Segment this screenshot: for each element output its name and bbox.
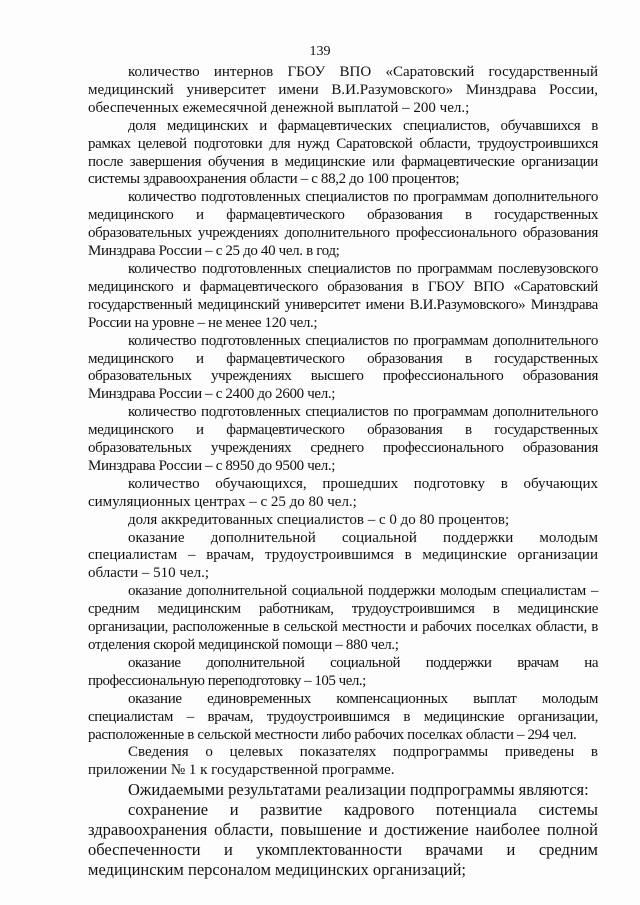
paragraph-target-training-share: доля медицинских и фармацевтических специалистов, обучавшихся в рамках целевой подготовки для нужд Саратовской области, трудоустроившихся после завершения обучения в медицинские или фармацевтические организации системы здравоохранения области – с 88,2 до 100 процентов; — [88, 117, 598, 188]
paragraph-indicators-reference: Сведения о целевых показателях подпрограммы приведены в приложении № 1 к государственной программе. — [88, 744, 598, 779]
page-number: 139 — [309, 44, 331, 59]
paragraph-additional-education-spo: количество подготовленных специалистов по программам дополнительного медицинского и фармацевтического образования в государственных образовательных учреждениях среднего профессионального образования Минздрава России – с 8950 до 9500 чел.; — [88, 404, 598, 474]
paragraph-additional-education-vpo: количество подготовленных специалистов по программам дополнительного медицинского и фармацевтического образования в государственных образовательных учреждениях высшего профессионального образования Минздрава России – с 2400 до 2600 чел.; — [88, 332, 598, 403]
paragraph-expected-results-item: сохранение и развитие кадрового потенциала системы здравоохранения области, повышение и достижение наиболее полной обеспеченности и укомплектованности врачами и средним медицинским персоналом медицинских организаций; — [88, 800, 598, 880]
paragraph-additional-education-dpo: количество подготовленных специалистов по программам дополнительного медицинского и фармацевтического образования в государственных образовательных учреждениях дополнительного профессионального образования Минздрава России – с 25 до 40 чел. в год; — [88, 189, 598, 260]
paragraph-expected-results-heading: Ожидаемыми результатами реализации подпрограммы являются: — [128, 780, 589, 800]
document-body — [88, 64, 598, 880]
paragraph-interns-count: количество интернов ГБОУ ВПО «Саратовский государственный медицинский университет имени В.И.Разумовского» Минздрава России, обеспеченных ежемесячной денежной выплатой – 200 чел.; — [88, 64, 598, 116]
paragraph-compensation-payments: оказание единовременных компенсационных выплат молодым специалистам – врачам, трудоустроившимся в медицинские организации, расположенные в сельской местности либо рабочих поселках области – 294 чел. — [88, 690, 598, 743]
paragraph-simulation-centers: количество обучающихся, прошедших подготовку в обучающих симуляционных центрах – с 25 до 80 чел.; — [88, 475, 598, 510]
paragraph-support-retraining: оказание дополнительной социальной поддержки врачам на профессиональную переподготовку – 105 чел.; — [88, 654, 598, 689]
paragraph-postgraduate-education: количество подготовленных специалистов по программам послевузовского медицинского и фармацевтического образования в ГБОУ ВПО «Саратовский государственный медицинский университет имени В.И.Разумовского» Минздрава России на уровне – не менее 120 чел.; — [88, 260, 598, 331]
paragraph-support-nurses: оказание дополнительной социальной поддержки молодым специалистам – средним медицинским работникам, трудоустроившимся в медицинские организации, расположенные в сельской местности и рабочих поселках области, в отделения скорой медицинской помощи – 880 чел.; — [88, 583, 598, 653]
paragraph-support-doctors: оказание дополнительной социальной поддержки молодым специалистам – врачам, трудоустроившимся в медицинские организации области – 510 чел.; — [88, 529, 598, 582]
paragraph-accredited-share: доля аккредитованных специалистов – с 0 до 80 процентов; — [128, 511, 510, 528]
